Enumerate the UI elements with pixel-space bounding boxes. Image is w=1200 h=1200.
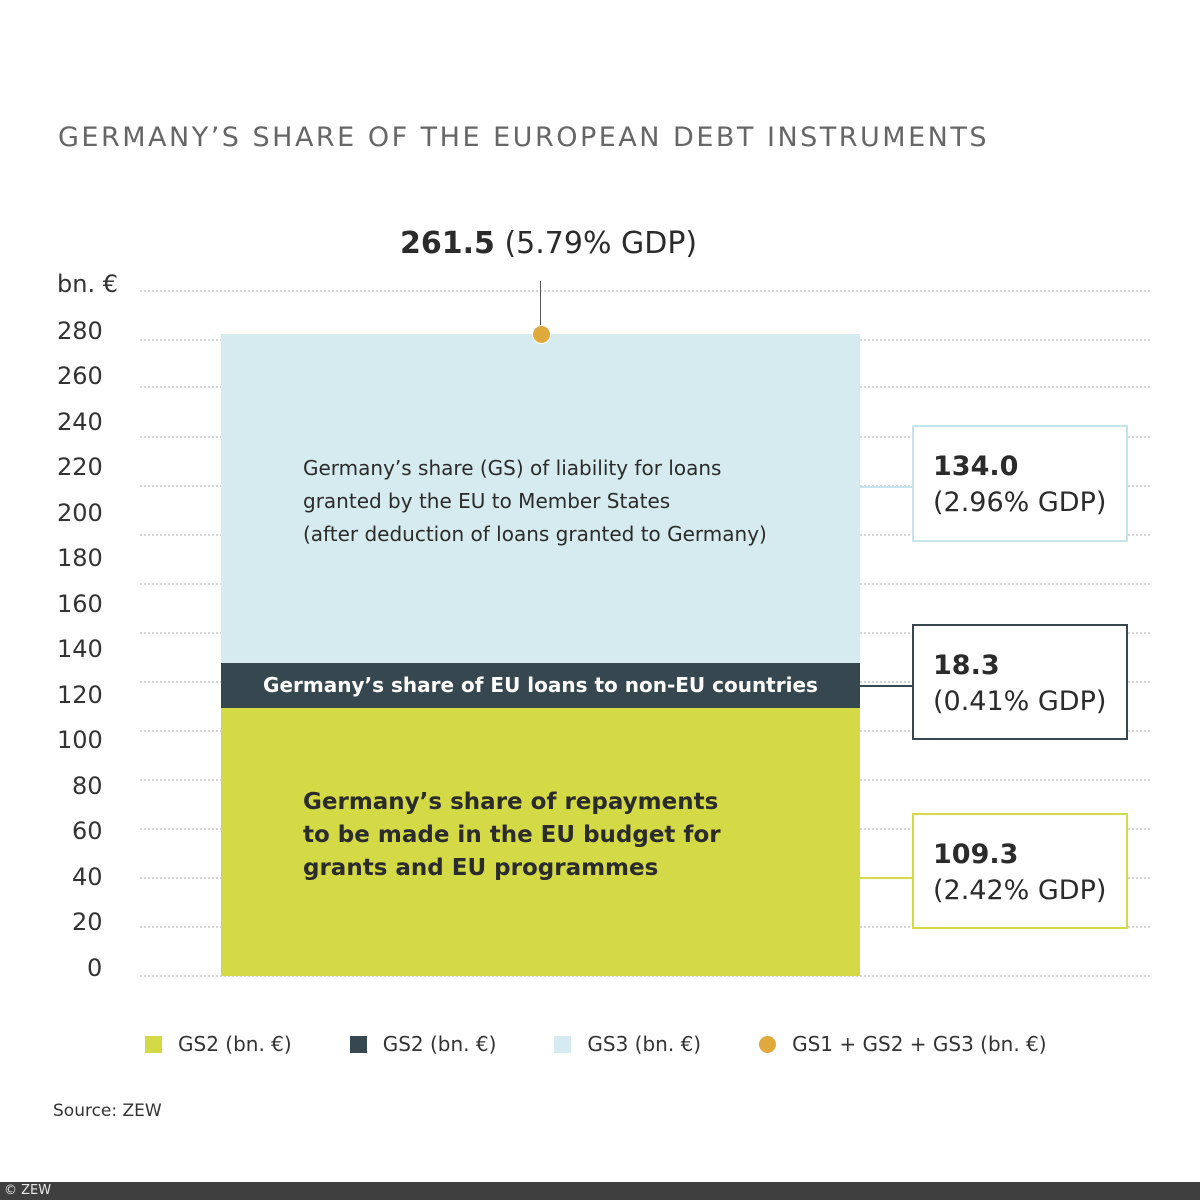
y-tick: 100 (57, 726, 103, 754)
y-tick: 260 (57, 362, 103, 390)
legend-item[interactable] (554, 1032, 701, 1056)
legend-dot-icon (759, 1036, 776, 1053)
total-label (400, 226, 697, 261)
chart-title: GERMANY’S SHARE OF THE EUROPEAN DEBT INSTRUMENTS (58, 122, 989, 153)
bar-segment-gs3[interactable] (221, 334, 860, 663)
label-line: Germany’s share of repayments (303, 789, 719, 815)
legend-label: GS1 + GS2 + GS3 (bn. €) (792, 1032, 1047, 1056)
legend-swatch-icon (145, 1036, 162, 1053)
legend-item[interactable] (145, 1032, 292, 1056)
legend-label: GS2 (bn. €) (178, 1032, 292, 1056)
legend-swatch-icon (554, 1036, 571, 1053)
bar-segment-gs2-budget[interactable] (221, 708, 860, 976)
gridline (140, 290, 1150, 292)
total-value: 261.5 (400, 226, 495, 261)
callout-value: 109.3 (933, 839, 1019, 870)
y-tick: 140 (57, 635, 103, 663)
total-pct: (5.79% GDP) (504, 226, 698, 261)
callout-pct: (2.96% GDP) (933, 487, 1107, 518)
y-tick: 160 (57, 590, 103, 618)
callout-value: 134.0 (933, 451, 1019, 482)
legend (145, 1032, 1105, 1056)
callout-connector (860, 877, 912, 879)
y-tick: 120 (57, 681, 103, 709)
y-tick: 280 (57, 317, 103, 345)
footer-bar (0, 1182, 1200, 1200)
y-tick: 80 (72, 772, 103, 800)
label-line: to be made in the EU budget for (303, 822, 721, 848)
segment-label (303, 452, 767, 551)
callout-gs2-non-eu (912, 624, 1128, 740)
callout-pct: (0.41% GDP) (933, 686, 1107, 717)
callout-value: 18.3 (933, 650, 1000, 681)
y-axis-unit: bn. € (57, 270, 118, 298)
y-tick: 220 (57, 453, 103, 481)
y-tick: 40 (72, 863, 103, 891)
callout-pct: (2.42% GDP) (933, 875, 1107, 906)
legend-item[interactable] (350, 1032, 497, 1056)
callout-connector (860, 486, 912, 488)
total-leader-line (540, 281, 541, 327)
legend-label: GS2 (bn. €) (382, 1032, 497, 1056)
label-line: Germany’s share (GS) of liability for loans (303, 456, 722, 480)
callout-connector (860, 685, 912, 687)
source-note: Source: ZEW (53, 1101, 162, 1121)
callout-gs3 (912, 425, 1128, 542)
label-line: granted by the EU to Member States (303, 489, 671, 513)
segment-label: Germany’s share of EU loans to non-EU countries (263, 673, 818, 697)
legend-label: GS3 (bn. €) (587, 1032, 702, 1056)
legend-swatch-icon (350, 1036, 367, 1053)
segment-label (303, 786, 721, 885)
callout-gs2-budget (912, 813, 1128, 929)
y-tick: 200 (57, 499, 103, 527)
bar-segment-gs2-non-eu[interactable] (221, 663, 860, 708)
total-marker-dot[interactable] (532, 325, 551, 344)
y-tick: 240 (57, 408, 103, 436)
y-tick: 60 (72, 817, 103, 845)
copyright: © ZEW (4, 1183, 52, 1198)
y-tick: 20 (72, 908, 103, 936)
label-line: (after deduction of loans granted to Germany) (303, 522, 767, 546)
legend-item[interactable] (759, 1032, 1046, 1056)
y-tick: 0 (87, 954, 103, 982)
y-tick: 180 (57, 544, 103, 572)
label-line: grants and EU programmes (303, 855, 659, 881)
